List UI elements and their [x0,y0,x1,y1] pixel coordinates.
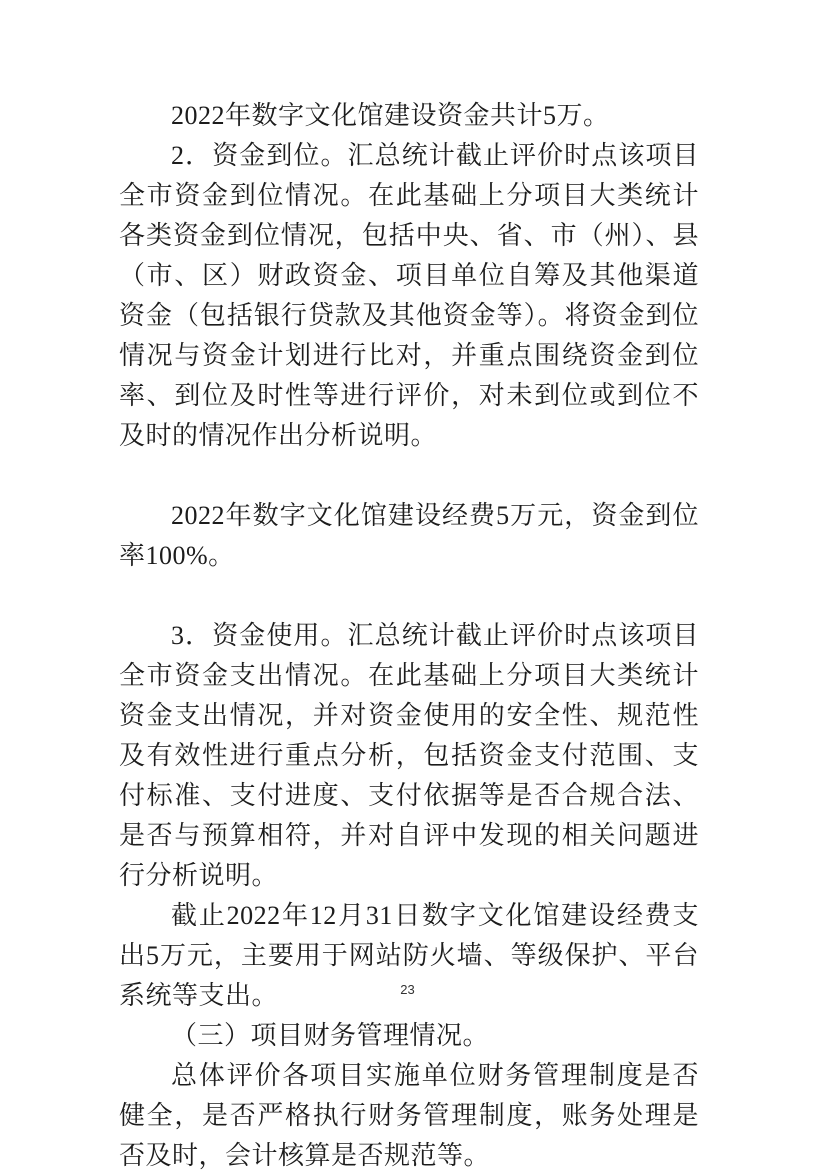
page-number: 23 [400,982,415,997]
document-body [119,96,699,1176]
paragraph: 2022年数字文化馆建设资金共计5万。 [171,101,610,130]
paragraph: 总体评价各项目实施单位财务管理制度是否健全，是否严格执行财务管理制度，账务处理是否及时，会计核算是否规范等。 [119,1061,699,1170]
paragraph: （三）项目财务管理情况。 [171,1021,490,1050]
paragraph: 3．资金使用。汇总统计截止评价时点该项目全市资金支出情况。在此基础上分项目大类统计资金支出情况，并对资金使用的安全性、规范性及有效性进行重点分析，包括资金支付范围、支付标准、支付进度、支付依据等是否合规合法、是否与预算相符，并对自评中发现的相关问题进行分析说明。 [119,621,699,890]
paragraph: 2．资金到位。汇总统计截止评价时点该项目全市资金到位情况。在此基础上分项目大类统计各类资金到位情况，包括中央、省、市（州）、县（市、区）财政资金、项目单位自筹及其他渠道资金（包括银行贷款及其他资金等）。将资金到位情况与资金计划进行比对，并重点围绕资金到位率、到位及时性等进行评价，对未到位或到位不及时的情况作出分析说明。 [119,141,699,450]
paragraph: 2022年数字文化馆建设经费5万元，资金到位率100%。 [119,501,699,570]
paragraph: 截止2022年12月31日数字文化馆建设经费支出5万元，主要用于网站防火墙、等级保护、平台系统等支出。 [119,901,699,1010]
